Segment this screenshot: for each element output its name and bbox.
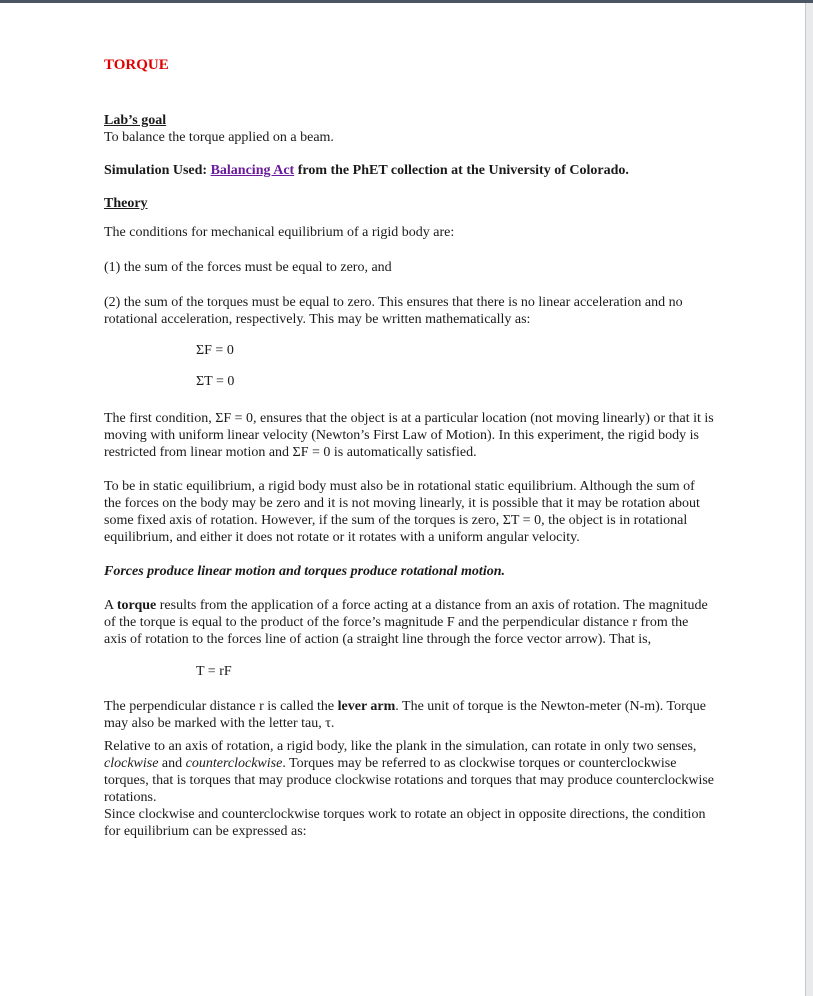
simulation-suffix: from the PhET collection at the University of Colorado. [294,163,629,178]
torque-def-rest: results from the application of a force acting at a distance from an axis of rotation. The magnitude of the torque is equal to the product of the force’s magnitude F and the perpendicular distance r from the axis of rotation to the forces line of action (a straight line through the force vector arrow). That is, [104,598,708,647]
document-page [0,3,806,996]
goal-text: To balance the torque applied on a beam. [104,130,334,145]
lever-pre: The perpendicular distance r is called the [104,699,338,714]
senses-pre: Relative to an axis of rotation, a rigid body, like the plank in the simulation, can rotate in only two senses, [104,739,697,754]
equation-torque: T = rF [196,664,232,679]
balancing-act-link[interactable]: Balancing Act [210,163,295,178]
paragraph-rotational-equilibrium: To be in static equilibrium, a rigid body must also be in rotational static equilibrium. Although the sum of the forces on the body may be zero and it is not moving linearly, it is possible that it may be rotation about some fixed axis of rotation. However, if the sum of the torques is zero, ΣT = 0, the object is in rotational equilibrium, and either it does not rotate or it rotates with a uniform angular velocity. [104,479,700,545]
theory-heading: Theory [104,196,148,211]
equilibrium-condition-paragraph: Since clockwise and counterclockwise torques work to rotate an object in opposite directions, the condition for equilibrium can be expressed as: [104,807,706,839]
lever-post: . The unit of torque is the Newton-meter (N-m). Torque may also be marked with the letter tau, τ. [104,699,706,731]
forces-heading: Forces produce linear motion and torques produce rotational motion. [104,564,505,579]
torque-word: torque [116,598,157,613]
goal-heading: Lab’s goal [104,113,167,128]
torque-definition [104,597,714,648]
torque-def-a: A [104,598,117,613]
paragraph-first-condition: The first condition, ΣF = 0, ensures that the object is at a particular location (not moving linearly) or that it is moving with uniform linear velocity (Newton’s First Law of Motion). In this experiment, the rigid body is restricted from linear motion and ΣF = 0 is automatically satisfied. [104,411,714,460]
lever-arm-paragraph [104,698,714,732]
senses-and: and [158,756,186,771]
simulation-prefix: Simulation Used: [104,163,211,178]
clockwise-word: clockwise [104,756,159,771]
condition-1: (1) the sum of the forces must be equal to zero, and [104,260,392,275]
simulation-line [104,162,714,179]
page-title: TORQUE [104,57,169,73]
condition-2: (2) the sum of the torques must be equal to zero. This ensures that there is no linear acceleration and no rotational acceleration, respectively. This may be written mathematically as: [104,295,683,327]
counterclockwise-word: counterclockwise [185,756,283,771]
equation-sum-torques: ΣT = 0 [196,374,235,389]
senses-post: . Torques may be referred to as clockwise torques or counterclockwise torques, that is torques that may produce clockwise rotations and torques that may produce counterclockwise rotations. [104,756,714,805]
document-content [104,57,714,840]
lever-arm-word: lever arm [337,699,396,714]
equation-sum-forces: ΣF = 0 [196,343,234,358]
theory-intro: The conditions for mechanical equilibrium of a rigid body are: [104,225,455,240]
senses-paragraph [104,738,714,806]
